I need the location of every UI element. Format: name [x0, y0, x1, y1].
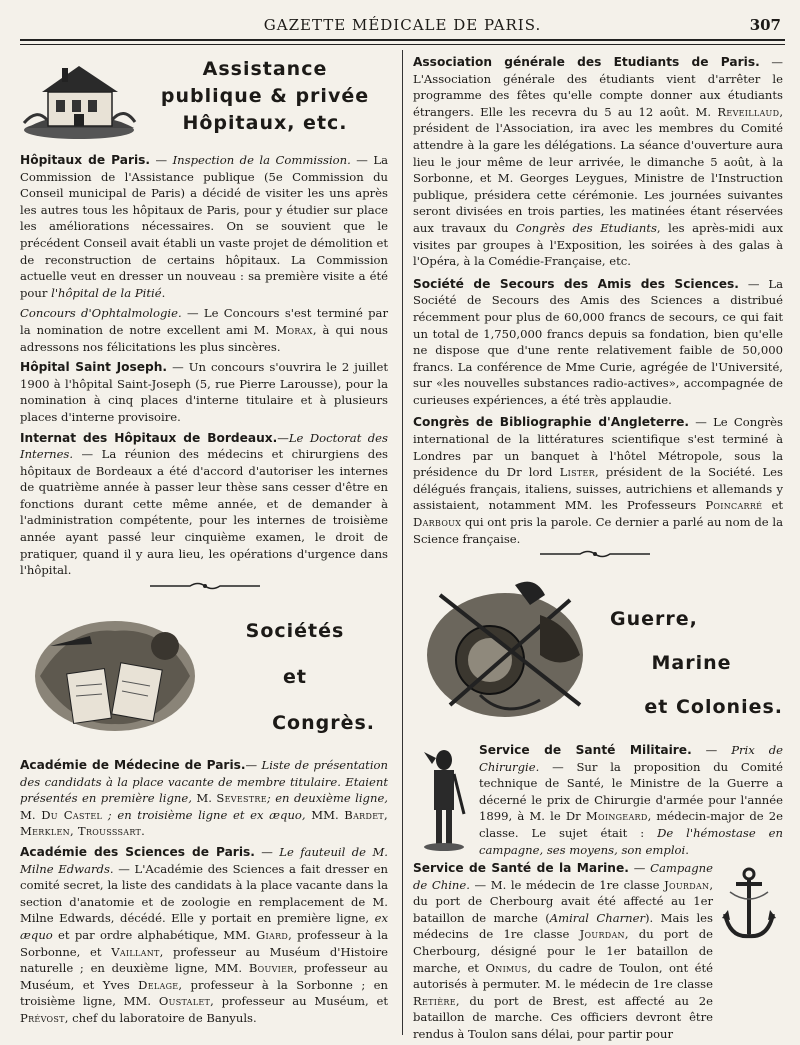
person-name: Bouvier: [248, 961, 294, 976]
article-text: , professeur au Muséum d'Histoire naturelle ; en deuxième ligne, MM.: [20, 944, 388, 976]
person-name: Poincarré: [705, 498, 763, 513]
article-text: , du port de Cherbourg avait été affecté au 1er bataillon de marche (: [413, 877, 714, 925]
article-heading: Hôpitaux de Paris.: [20, 153, 151, 167]
article-text: et: [762, 498, 783, 513]
article-hopitaux-paris: [20, 152, 388, 301]
person-name: Retière: [413, 993, 456, 1008]
article-italic: ; en deuxième ligne,: [266, 791, 388, 806]
person-name: Du Castel: [41, 807, 103, 822]
article-heading: Société de Secours des Amis des Sciences.: [413, 276, 739, 291]
section-title-assistance: [140, 56, 390, 137]
person-name: Vaillant: [111, 944, 160, 959]
article-italic: ex æquo: [20, 911, 388, 942]
right-column-mid: [413, 742, 783, 862]
page-number: 307: [749, 16, 781, 34]
page-header: [20, 6, 785, 36]
article-text: , du cadre de Toulon, ont été autorisés à permuter. M. le médecin de 1re classe: [413, 960, 713, 992]
article-text: — La Commission de l'Assistance publique (5e Commission du Conseil municipal de Paris) a décidé de visiter les uns après les autres tous les hôpitaux de Paris, pour y étudier sur place les améliorations nécessaires. On se souvient que le précédent Conseil avait établi un vaste projet de démolition et de reconstruction de certains hôpitaux. La Commission actuelle veut en dresser un nouveau : sa première visite a été pour: [20, 153, 388, 300]
right-column-top: [413, 54, 783, 551]
article-text: — La Société de Secours des Amis des Sciences a distribué récemment pour plus de 60,000 francs de secours, ce qui fait un total de 1,750,000 francs depuis sa fondation, bien qu'elle ne dispose que d'une rente relativement faible de 50,000 francs. La conférence de Mme Curie, agrégée de l'Université, sur «les nouvelles substances radio-actives», accompagnée de curieuses expériences, a été très applaudie.: [413, 276, 783, 407]
article-text: — Le Congrès international de la littératures scientifique s'est terminé à Londres par un banquet à l'hôtel Métropole, sous la présidence du Dr lord: [413, 415, 783, 480]
article-bibliographie: [413, 414, 783, 547]
article-text: , les après-midi aux visites par groupes à l'Exposition, les soirées à des galas à l'Opéra, à la Comédie-Française, etc.: [413, 220, 783, 269]
person-name: Bardet, Merklen, Trousssart: [20, 807, 388, 839]
article-subheading: — Campagne de Chine.: [413, 861, 713, 892]
article-text: , du port de Brest, est affecté au 2e bataillon de marche. Ces officiers devront être rendus à Toulon sans délai, pour partir pour: [413, 993, 713, 1041]
article-text: .: [685, 842, 689, 857]
person-name: Darboux: [413, 515, 462, 530]
person-name: Giard: [256, 927, 289, 942]
article-saint-joseph: [20, 359, 388, 425]
anchor-icon: [720, 866, 778, 944]
section-title-line: Guerre,: [610, 608, 698, 630]
person-name: Onimus: [485, 960, 528, 975]
military-trophy-vignette-icon: [420, 575, 600, 725]
article-italic: Congrès des Etudiants: [515, 220, 657, 235]
article-text: ). Mais les médecins de 1re classe: [413, 910, 713, 942]
article-text: qui ont pris la parole. Ce dernier a parlé au nom de la Science française.: [413, 515, 783, 546]
person-name: Reveillaud: [717, 104, 780, 119]
article-text: , professeur à la Sorbonne, et: [20, 927, 388, 959]
article-italic: ; en troisième ligne et ex æquo,: [102, 807, 306, 822]
article-heading: Congrès de Bibliographie d'Angleterre.: [413, 415, 690, 430]
column-divider: [402, 50, 403, 1035]
journal-title: GAZETTE MÉDICALE DE PARIS.: [263, 16, 542, 34]
article-italic: De l'hémostase en campagne, ses moyens, son emploi: [479, 825, 783, 857]
article-subheading: —Le Doctorat des Internes.: [20, 430, 388, 462]
header-rule-thin: [20, 44, 785, 45]
article-text: — Sur la proposition du Comité technique de Santé, le Ministre de la Guerre a décerné le prix de Chirurgie d'armée pour l'année 1899, à M. le Dr: [479, 759, 783, 824]
person-name: Prévost: [20, 1010, 65, 1025]
article-subheading: Concours d'Ophtalmologie.: [20, 306, 182, 321]
article-text: , président de l'Association, ira avec les membres du Comité attendre à la gare les délégations. La séance d'ouverture aura lieu le jour même de leur arrivée, le dimanche 5 août, à la Sorbonne, et M. Georges Leygues, Ministre de l'Instruction publique, présidera cette cérémonie. Les journées suivantes seront divisées en trois parties, les matinées étant réservées aux travaux du: [413, 104, 783, 235]
article-heading: Internat des Hôpitaux de Bordeaux.: [20, 430, 278, 445]
section-title-line: publique & privée: [160, 85, 370, 107]
article-text: , président de la Société. Les délégués français, italiens, suisses, autrichiens et allemands y assistaient, notamment MM. les Professeurs: [413, 465, 783, 513]
article-sante-militaire: [479, 742, 783, 858]
article-heading: Académie des Sciences de Paris.: [20, 844, 255, 859]
section-title-societes: [205, 608, 385, 746]
article-text: , chef du laboratoire de Banyuls.: [64, 1010, 257, 1025]
article-text: , professeur à la Sorbonne ; en troisième ligne, MM.: [20, 977, 388, 1009]
section-title-line: et: [283, 666, 307, 688]
article-text: M.: [20, 807, 42, 822]
article-academie-medecine: [20, 757, 388, 840]
left-column-bottom: [20, 757, 388, 1031]
article-sante-marine: [413, 860, 713, 1043]
article-ophtalmologie: [20, 305, 388, 355]
section-title-line: Marine: [651, 652, 732, 674]
ornament-divider-icon: [540, 549, 650, 559]
person-name: Lister: [559, 465, 595, 480]
person-name: Moingeard: [585, 809, 648, 824]
article-text: M.: [191, 791, 217, 806]
article-text: — Le Concours s'est terminé par la nomination de notre excellent ami M.: [20, 306, 389, 337]
societies-vignette-icon: [30, 606, 200, 736]
article-heading: Service de Santé de la Marine.: [413, 861, 629, 875]
ornament-divider-icon: [150, 581, 260, 591]
article-academie-sciences: [20, 844, 388, 1027]
article-subheading: — Prix de Chirurgie.: [479, 743, 783, 774]
person-name: Oustalet: [158, 994, 211, 1009]
person-name: Morax: [275, 322, 313, 337]
article-text: et par ordre alphabétique, MM.: [52, 927, 256, 942]
article-heading: Service de Santé Militaire.: [479, 743, 692, 757]
article-heading: Hôpital Saint Joseph.: [20, 360, 168, 375]
person-name: Delage: [138, 977, 179, 992]
article-italic: l'hôpital de la Pitié: [51, 285, 162, 300]
article-text: , du port de Cherbourg, désigné pour le 1er bataillon de marche, et: [413, 927, 713, 975]
person-name: Jourdan: [579, 927, 625, 942]
article-text: , professeur au Muséum, et Yves: [20, 961, 388, 992]
article-secours: [413, 276, 783, 409]
article-text: , à qui nous adressons nos félicitations les plus sincères.: [20, 322, 388, 354]
article-subheading: — Liste de présentation des candidats à la place vacante de membre titulaire. Etaient présentés en première ligne,: [20, 758, 388, 806]
section-title-line: Sociétés: [245, 620, 345, 642]
article-etudiants: [413, 54, 783, 270]
left-column-top: [20, 152, 388, 583]
article-text: — La réunion des médecins et chirurgiens des hôpitaux de Bordeaux a été d'accord d'autoriser les internes de quatrième année à passer leur thèse sans cesser d'être en fonctions durant cette même année, et de demander à l'administration compétente, pour les internes de troisième année ayant passé leur cinquième examen, le droit de pratiquer, quand il y aura lieu, les opérations d'urgence dans l'hôpital.: [20, 447, 388, 578]
article-text: .: [161, 285, 166, 300]
article-italic: Amiral Charner: [549, 910, 646, 925]
article-bordeaux: [20, 430, 388, 579]
person-name: Jourdan: [664, 877, 710, 892]
article-subheading: Inspection de la Commission.: [172, 153, 351, 167]
article-heading: Association générale des Etudiants de Paris.: [413, 55, 760, 69]
section-title-line: Congrès.: [272, 712, 375, 734]
article-text: MM.: [305, 807, 345, 822]
section-title-line: Assistance: [202, 58, 328, 80]
separator: —: [150, 153, 173, 167]
article-text: — Un concours s'ouvrira le 2 juillet 1900 à l'hôpital Saint-Joseph (5, rue Pierre Larousse), pour la nomination à cinq places d'interne titulaire et à plusieurs places d'interne provisoire.: [20, 360, 389, 424]
article-subheading: — Le fauteuil de M. Milne Edwards.: [20, 844, 388, 876]
article-text: , médecin-major de 2e classe. Le sujet était :: [479, 809, 783, 840]
article-text: .: [141, 824, 145, 839]
article-text: — M. le médecin de 1re classe: [469, 877, 665, 892]
article-text: — L'Académie des Sciences a fait dresser en comité secret, la liste des candidats à la place vacante dans la section d'anatomie et de zoologie en remplacement de M. Milne Edwards, décédé. Elle y portait en première ligne,: [20, 861, 388, 926]
person-name: Sevestre: [216, 791, 267, 806]
section-title-line: et Colonies.: [644, 696, 783, 718]
section-title-line: Hôpitaux, etc.: [182, 112, 348, 134]
article-text: — L'Association générale des étudiants vient d'arrêter le programme des fêtes qu'elle compte donner aux étudiants étrangers. Elle les recevra du 5 au 12 août. M.: [413, 55, 783, 119]
right-column-bottom: [413, 860, 713, 1045]
article-text: , professeur au Muséum, et: [210, 994, 388, 1009]
section-title-guerre: [600, 597, 783, 729]
header-rule: [20, 39, 785, 41]
article-heading: Académie de Médecine de Paris.: [20, 758, 246, 772]
house-vignette-icon: [22, 58, 137, 140]
